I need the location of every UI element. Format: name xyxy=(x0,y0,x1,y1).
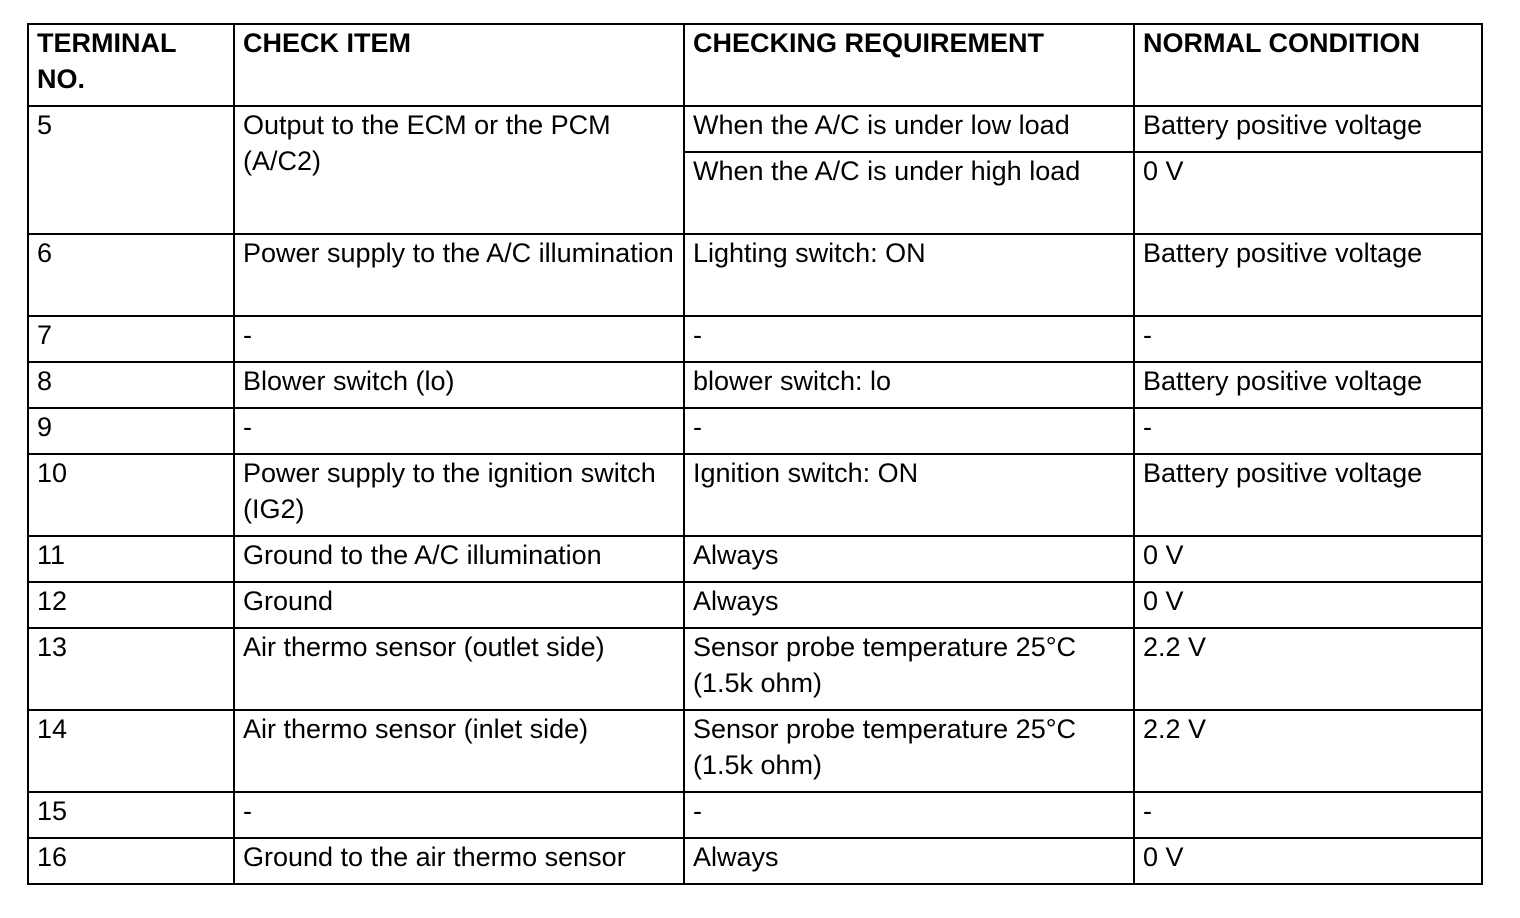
condition-cell: 0 V xyxy=(1134,536,1482,582)
terminal-cell: 5 xyxy=(28,106,234,234)
header-row xyxy=(28,24,1482,106)
requirement-cell: - xyxy=(684,408,1134,454)
condition-cell: Battery positive voltage xyxy=(1134,234,1482,316)
condition-cell: 2.2 V xyxy=(1134,710,1482,792)
condition-cell: Battery positive voltage xyxy=(1134,106,1482,152)
header-normal-condition: NORMAL CONDITION xyxy=(1134,24,1482,106)
table-row xyxy=(28,316,1482,362)
header-check-item: CHECK ITEM xyxy=(234,24,684,106)
table-row xyxy=(28,838,1482,884)
requirement-cell: Always xyxy=(684,582,1134,628)
check-item-cell: - xyxy=(234,792,684,838)
requirement-cell: - xyxy=(684,792,1134,838)
table-row xyxy=(28,106,1482,152)
check-item-cell: Air thermo sensor (outlet side) xyxy=(234,628,684,710)
check-item-cell: Blower switch (lo) xyxy=(234,362,684,408)
table-row xyxy=(28,454,1482,536)
requirement-cell: blower switch: lo xyxy=(684,362,1134,408)
terminal-cell: 10 xyxy=(28,454,234,536)
requirement-cell: Always xyxy=(684,838,1134,884)
check-item-cell: Power supply to the ignition switch (IG2) xyxy=(234,454,684,536)
check-item-cell: - xyxy=(234,316,684,362)
check-item-cell: Power supply to the A/C illumination xyxy=(234,234,684,316)
terminal-cell: 16 xyxy=(28,838,234,884)
check-item-cell: Air thermo sensor (inlet side) xyxy=(234,710,684,792)
terminal-cell: 7 xyxy=(28,316,234,362)
condition-cell: 0 V xyxy=(1134,152,1482,234)
requirement-cell: Ignition switch: ON xyxy=(684,454,1134,536)
check-item-cell: Ground to the air thermo sensor xyxy=(234,838,684,884)
terminal-cell: 13 xyxy=(28,628,234,710)
condition-cell: Battery positive voltage xyxy=(1134,454,1482,536)
table-row xyxy=(28,582,1482,628)
condition-cell: - xyxy=(1134,792,1482,838)
condition-cell: - xyxy=(1134,408,1482,454)
terminal-cell: 6 xyxy=(28,234,234,316)
terminal-cell: 11 xyxy=(28,536,234,582)
terminal-cell: 8 xyxy=(28,362,234,408)
check-item-cell: Ground to the A/C illumination xyxy=(234,536,684,582)
requirement-cell: When the A/C is under low load xyxy=(684,106,1134,152)
condition-cell: 0 V xyxy=(1134,582,1482,628)
requirement-cell: Sensor probe temperature 25°C (1.5k ohm) xyxy=(684,628,1134,710)
check-item-cell: Ground xyxy=(234,582,684,628)
table-row xyxy=(28,234,1482,316)
header-terminal-no: TERMINAL NO. xyxy=(28,24,234,106)
terminal-cell: 14 xyxy=(28,710,234,792)
terminal-cell: 12 xyxy=(28,582,234,628)
condition-cell: Battery positive voltage xyxy=(1134,362,1482,408)
table-row xyxy=(28,536,1482,582)
requirement-cell: When the A/C is under high load xyxy=(684,152,1134,234)
table-row xyxy=(28,628,1482,710)
check-item-cell: - xyxy=(234,408,684,454)
condition-cell: - xyxy=(1134,316,1482,362)
condition-cell: 0 V xyxy=(1134,838,1482,884)
terminal-cell: 9 xyxy=(28,408,234,454)
table-row xyxy=(28,362,1482,408)
table-row xyxy=(28,710,1482,792)
requirement-cell: Lighting switch: ON xyxy=(684,234,1134,316)
requirement-cell: Sensor probe temperature 25°C (1.5k ohm) xyxy=(684,710,1134,792)
terminal-cell: 15 xyxy=(28,792,234,838)
table-row xyxy=(28,792,1482,838)
header-checking-requirement: CHECKING REQUIREMENT xyxy=(684,24,1134,106)
requirement-cell: Always xyxy=(684,536,1134,582)
table-row xyxy=(28,408,1482,454)
terminal-check-table xyxy=(27,23,1483,885)
condition-cell: 2.2 V xyxy=(1134,628,1482,710)
requirement-cell: - xyxy=(684,316,1134,362)
check-item-cell: Output to the ECM or the PCM (A/C2) xyxy=(234,106,684,234)
